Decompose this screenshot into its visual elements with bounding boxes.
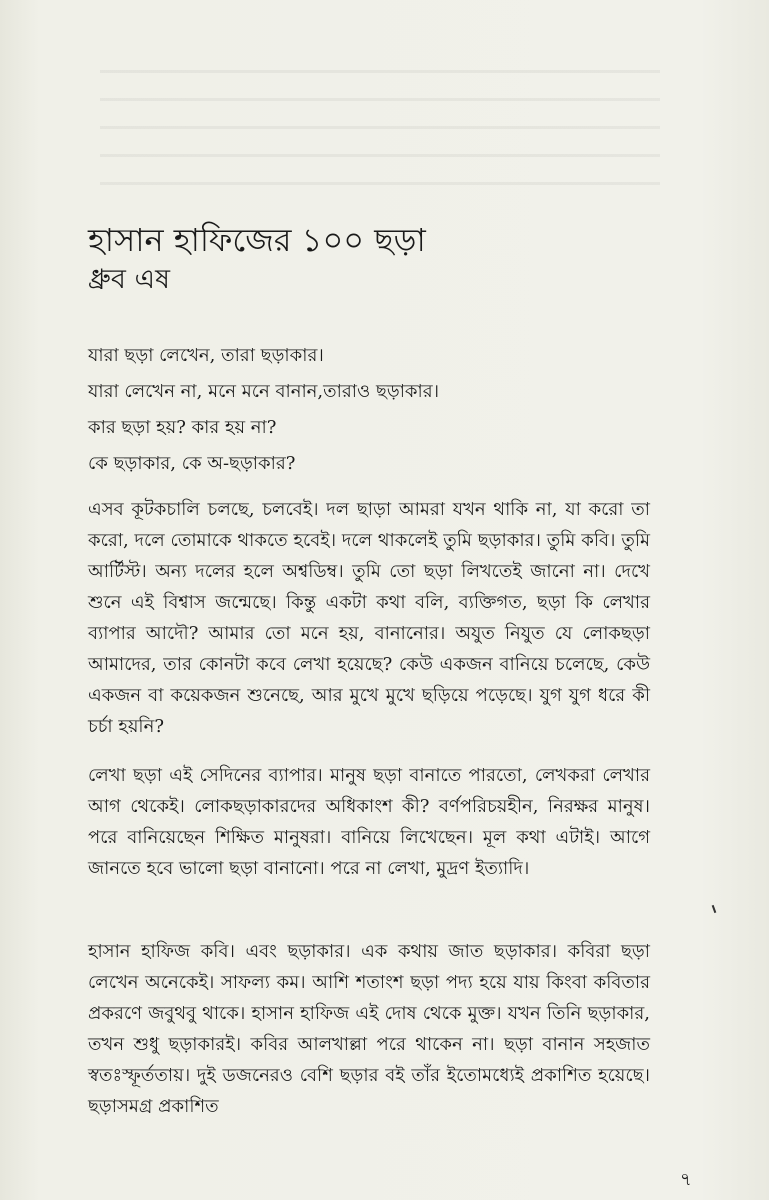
intro-line: কে ছড়াকার, কে অ-ছড়াকার? xyxy=(88,453,296,474)
author-name: ধ্রুব এষ xyxy=(88,264,170,295)
intro-line: যারা লেখেন না, মনে মনে বানান,তারাও ছড়াকার। xyxy=(88,381,440,402)
show-through-text xyxy=(100,70,660,200)
intro-line: কার ছড়া হয়? কার হয় না? xyxy=(88,417,277,438)
page-number: ৭ xyxy=(680,1169,692,1190)
intro-lines xyxy=(88,344,658,488)
body-paragraph: লেখা ছড়া এই সেদিনের ব্যাপার। মানুষ ছড়া বানাতে পারতো, লেখকরা লেখার আগ থেকেই। লোকছড়াকারদের অধিকাংশ কী? বর্ণপরিচয়হীন, নিরক্ষর মানুষ। পরে বানিয়েছেন শিক্ষিত মানুষরা। বানিয়ে লিখেছেন। মূল কথা এটাই। আগে জানতে হবে ভালো ছড়া বানানো। পরে না লেখা, মুদ্রণ ইত্যাদি। xyxy=(88,765,650,879)
intro-line: যারা ছড়া লেখেন, তারা ছড়াকার। xyxy=(88,345,324,366)
page-title: হাসান হাফিজের ১০০ ছড়া xyxy=(88,221,426,259)
body-paragraph: এসব কূটকচালি চলছে, চলবেই। দল ছাড়া আমরা যখন থাকি না, যা করো তা করো, দলে তোমাকে থাকতে হবেই। দলে থাকলেই তুমি ছড়াকার। তুমি কবি। তুমি আর্টিস্ট। অন্য দলের হলে অশ্বডিম্ব। তুমি তো ছড়া লিখতেই জানো না। দেখে শুনে এই বিশ্বাস জন্মেছে। কিন্তু একটা কথা বলি, ব্যক্তিগত, ছড়া কি লেখার ব্যাপার আদৌ? আমার তো মনে হয়, বানানোর। অযুত নিযুত যে লোকছড়া আমাদের, তার কোনটা কবে লেখা হয়েছে? কেউ একজন বানিয়ে চলেছে, কেউ একজন বা কয়েকজন শুনেছে, আর মুখে মুখে ছড়িয়ে পড়েছে। যুগ যুগ ধরে কী চর্চা হয়নি? xyxy=(88,499,650,737)
pen-mark xyxy=(712,905,717,913)
body-paragraph: হাসান হাফিজ কবি। এবং ছড়াকার। এক কথায় জাত ছড়াকার। কবিরা ছড়া লেখেন অনেকেই। সাফল্য কম। আশি শতাংশ ছড়া পদ্য হয়ে যায় কিংবা কবিতার প্রকরণে জবুথবু থাকে। হাসান হাফিজ এই দোষ থেকে মুক্ত। যখন তিনি ছড়াকার, তখন শুধু ছড়াকারই। কবির আলখাল্লা পরে থাকেন না। ছড়া বানান সহজাত স্বতঃস্ফূর্ততায়। দুই ডজনেরও বেশি ছড়ার বই তাঁর ইতোমধ্যেই প্রকাশিত হয়েছে। ছড়াসমগ্র প্রকাশিত xyxy=(88,941,650,1117)
